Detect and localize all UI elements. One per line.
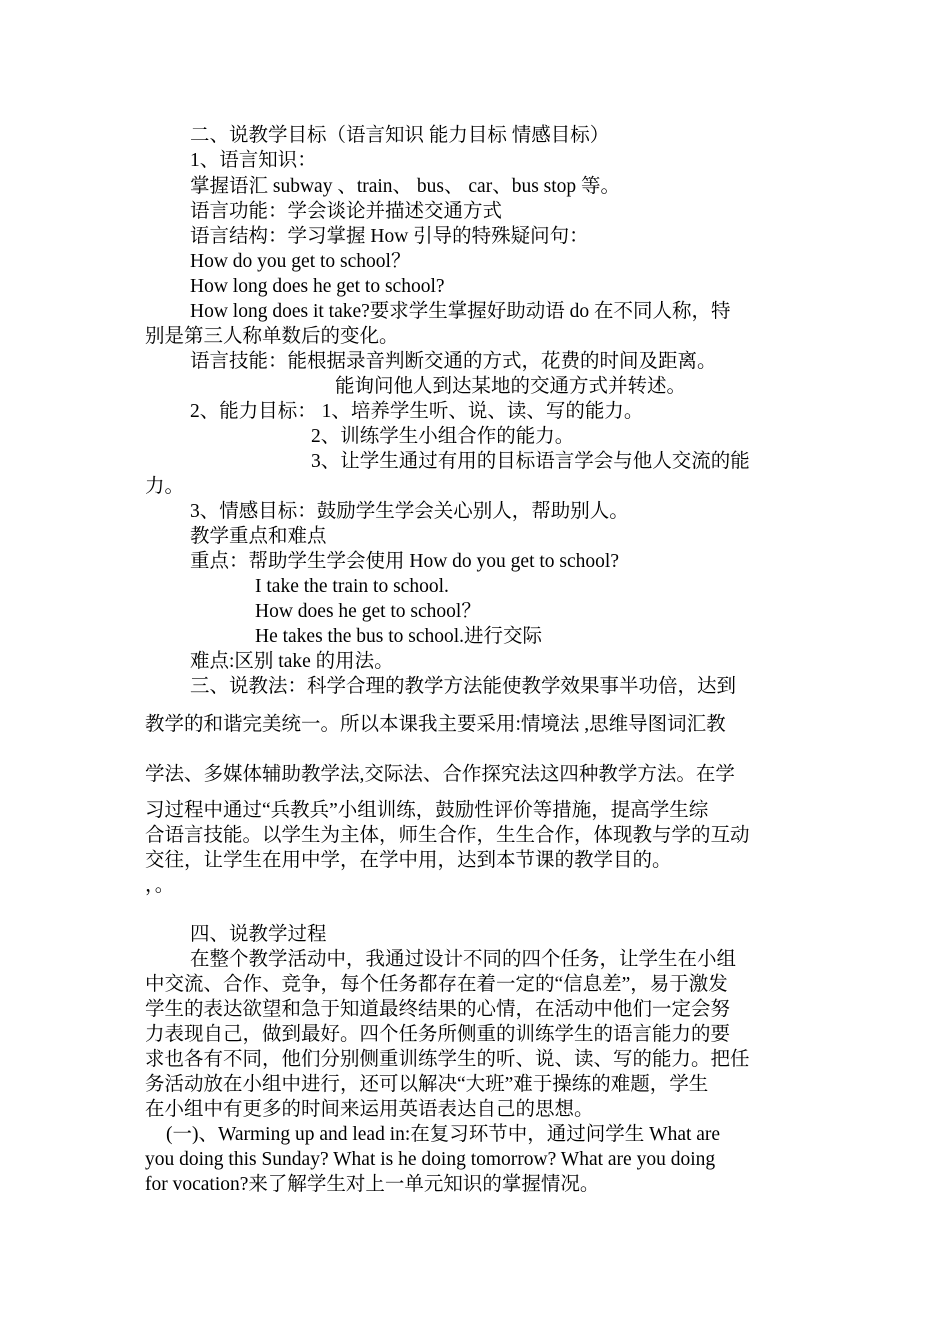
- process-line-2: 中交流、合作、竞争，每个任务都存在着一定的“信息差”，易于激发: [145, 974, 728, 995]
- question-line-3: How long does it take?要求学生掌握好助动语 do 在不同人称，特: [190, 301, 731, 322]
- language-function-line: 语言功能：学会谈论并描述交通方式: [190, 201, 503, 222]
- language-structure-line: 语言结构：学习掌握 How 引导的特殊疑问句：: [190, 226, 589, 247]
- process-line-1: 在整个教学活动中，我通过设计不同的四个任务，让学生在小组: [190, 949, 737, 970]
- punctuation-line: ，。: [145, 875, 175, 896]
- key-point-line-1: 重点：帮助学生学会使用 How do you get to school?: [190, 551, 619, 572]
- ability-goal-line-2: 2、训练学生小组合作的能力。: [311, 426, 575, 447]
- section-3-heading: 三、说教法：科学合理的教学方法能使教学效果事半功倍，达到: [190, 676, 737, 697]
- ability-goal-line-1: 2、能力目标： 1、培养学生听、说、读、写的能力。: [190, 401, 644, 422]
- question-line-1: How do you get to school？: [190, 251, 411, 272]
- process-line-3: 学生的表达欲望和急于知道最终结果的心情，在活动中他们一定会努: [145, 999, 731, 1020]
- language-knowledge-heading: 1、语言知识：: [190, 150, 317, 171]
- process-line-7: 在小组中有更多的时间来运用英语表达自己的思想。: [145, 1099, 594, 1120]
- difficulty-line: 难点:区别 take 的用法。: [190, 651, 394, 672]
- method-line-2: 教学的和谐完美统一。所以本课我主要采用:情境法 ,思维导图词汇教: [145, 714, 726, 735]
- method-line-3: 学法、多媒体辅助教学法,交际法、合作探究法这四种教学方法。在学: [145, 764, 735, 785]
- key-point-line-2: I take the train to school.: [255, 576, 449, 597]
- process-line-5: 求也各有不同，他们分别侧重训练学生的听、说、读、写的能力。把任: [145, 1049, 750, 1070]
- key-point-line-4: He takes the bus to school.进行交际: [255, 626, 543, 647]
- language-skill-line-2: 能询问他人到达某地的交通方式并转述。: [335, 376, 687, 397]
- method-line-6: 交往，让学生在用中学，在学中用，达到本节课的教学目的。: [145, 850, 672, 871]
- process-line-4: 力表现自己，做到最好。四个任务所侧重的训练学生的语言能力的要: [145, 1024, 731, 1045]
- question-line-3-cont: 别是第三人称单数后的变化。: [145, 326, 399, 347]
- key-points-heading: 教学重点和难点: [190, 526, 327, 547]
- section-2-heading: 二、说教学目标（语言知识 能力目标 情感目标）: [190, 125, 610, 146]
- language-skill-line: 语言技能：能根据录音判断交通的方式，花费的时间及距离。: [190, 351, 717, 372]
- process-line-6: 务活动放在小组中进行，还可以解决“大班”难于操练的难题，学生: [145, 1074, 709, 1095]
- warming-up-line-3: for vocation?来了解学生对上一单元知识的掌握情况。: [145, 1174, 600, 1195]
- question-line-2: How long does he get to school?: [190, 276, 445, 297]
- section-4-heading: 四、说教学过程: [190, 924, 327, 945]
- ability-goal-line-3-cont: 力。: [145, 476, 185, 497]
- method-line-5: 合语言技能。以学生为主体，师生合作，生生合作，体现教与学的互动: [145, 825, 750, 846]
- warming-up-line-1: (一)、Warming up and lead in:在复习环节中，通过问学生 What are: [166, 1124, 721, 1145]
- warming-up-line-2: you doing this Sunday? What is he doing tomorrow? What are you doing: [145, 1149, 716, 1170]
- emotion-goal-line: 3、情感目标：鼓励学生学会关心别人，帮助别人。: [190, 501, 629, 522]
- method-line-4: 习过程中通过“兵教兵”小组训练，鼓励性评价等措施，提高学生综: [145, 800, 709, 821]
- ability-goal-line-3: 3、让学生通过有用的目标语言学会与他人交流的能: [311, 451, 750, 472]
- vocabulary-line: 掌握语汇 subway 、train、 bus、 car、bus stop 等。: [190, 176, 621, 197]
- key-point-line-3: How does he get to school？: [255, 601, 481, 622]
